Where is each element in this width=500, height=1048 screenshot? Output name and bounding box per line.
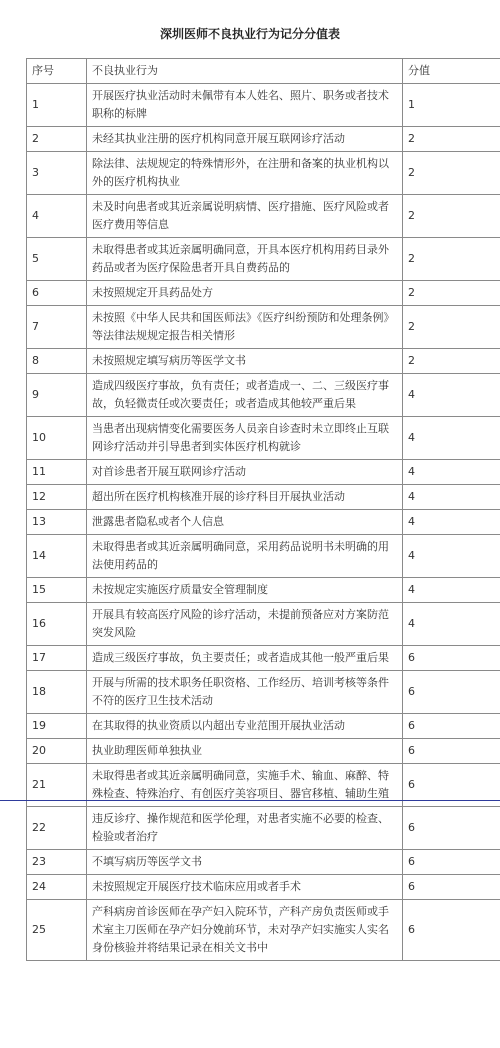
row-number-cell: 17	[27, 646, 87, 671]
row-score-cell: 2	[403, 238, 500, 281]
row-score-cell: 6	[403, 646, 500, 671]
row-score-cell: 4	[403, 535, 500, 578]
row-behavior-cell: 产科病房首诊医师在孕产妇入院环节，产科产房负责医师或手术室主刀医师在孕产妇分娩前环节，未对孕产妇实施实人实名身份核验并将结果记录在相关文书中	[87, 900, 403, 961]
row-behavior-cell: 在其取得的执业资质以内超出专业范围开展执业活动	[87, 714, 403, 739]
table-row	[27, 900, 500, 961]
row-behavior-cell: 未经其执业注册的医疗机构同意开展互联网诊疗活动	[87, 127, 403, 152]
row-behavior-cell: 未及时向患者或其近亲属说明病情、医疗措施、医疗风险或者医疗费用等信息	[87, 195, 403, 238]
row-behavior-cell: 未按照《中华人民共和国医师法》《医疗纠纷预防和处理条例》等法律法规规定报告相关情形	[87, 306, 403, 349]
table-row	[27, 374, 500, 417]
row-score-cell: 2	[403, 127, 500, 152]
table-row	[27, 195, 500, 238]
table-row	[27, 875, 500, 900]
row-behavior-cell: 开展医疗执业活动时未佩带有本人姓名、照片、职务或者技术职称的标牌	[87, 84, 403, 127]
row-behavior-cell: 造成三级医疗事故，负主要责任；或者造成其他一般严重后果	[87, 646, 403, 671]
table-row	[27, 671, 500, 714]
row-score-cell: 6	[403, 739, 500, 764]
row-score-cell: 4	[403, 485, 500, 510]
row-number-cell: 20	[27, 739, 87, 764]
row-behavior-cell: 开展具有较高医疗风险的诊疗活动，未提前预备应对方案防范突发风险	[87, 603, 403, 646]
table-row	[27, 460, 500, 485]
row-score-cell: 6	[403, 850, 500, 875]
row-behavior-cell: 除法律、法规规定的特殊情形外，在注册和备案的执业机构以外的医疗机构执业	[87, 152, 403, 195]
row-score-cell: 2	[403, 349, 500, 374]
header-score: 分值	[403, 59, 500, 84]
table-row	[27, 714, 500, 739]
table-row	[27, 485, 500, 510]
table-row	[27, 127, 500, 152]
row-score-cell: 2	[403, 195, 500, 238]
table-row	[27, 739, 500, 764]
table-row	[27, 578, 500, 603]
row-behavior-cell: 未按规定实施医疗质量安全管理制度	[87, 578, 403, 603]
row-behavior-cell: 对首诊患者开展互联网诊疗活动	[87, 460, 403, 485]
table-row	[27, 535, 500, 578]
row-score-cell: 4	[403, 460, 500, 485]
row-number-cell: 13	[27, 510, 87, 535]
row-score-cell: 2	[403, 281, 500, 306]
horizontal-guide-line	[0, 800, 500, 801]
table-row	[27, 238, 500, 281]
row-behavior-cell: 未按照规定开具药品处方	[87, 281, 403, 306]
table-header-row	[27, 59, 500, 84]
row-score-cell: 4	[403, 578, 500, 603]
row-behavior-cell: 当患者出现病情变化需要医务人员亲自诊查时未立即终止互联网诊疗活动并引导患者到实体医疗机构就诊	[87, 417, 403, 460]
table-row	[27, 349, 500, 374]
row-behavior-cell: 超出所在医疗机构核准开展的诊疗科目开展执业活动	[87, 485, 403, 510]
row-score-cell: 4	[403, 603, 500, 646]
table-row	[27, 281, 500, 306]
row-score-cell: 2	[403, 152, 500, 195]
row-behavior-cell: 不填写病历等医学文书	[87, 850, 403, 875]
row-behavior-cell: 未取得患者或其近亲属明确同意，实施手术、输血、麻醉、特殊检查、特殊治疗、有创医疗美容项目、器官移植、辅助生殖	[87, 764, 403, 807]
page-title: 深圳医师不良执业行为记分分值表	[159, 27, 340, 41]
row-number-cell: 14	[27, 535, 87, 578]
row-number-cell: 18	[27, 671, 87, 714]
row-behavior-cell: 未按照规定填写病历等医学文书	[87, 349, 403, 374]
score-table	[26, 58, 500, 961]
row-score-cell: 6	[403, 900, 500, 961]
table-row	[27, 807, 500, 850]
row-score-cell: 6	[403, 714, 500, 739]
row-number-cell: 23	[27, 850, 87, 875]
row-score-cell: 4	[403, 374, 500, 417]
table-row	[27, 417, 500, 460]
row-behavior-cell: 未取得患者或其近亲属明确同意，开具本医疗机构用药目录外药品或者为医疗保险患者开具自费药品的	[87, 238, 403, 281]
row-number-cell: 1	[27, 84, 87, 127]
row-behavior-cell: 未按照规定开展医疗技术临床应用或者手术	[87, 875, 403, 900]
row-behavior-cell: 开展与所需的技术职务任职资格、工作经历、培训考核等条件不符的医疗卫生技术活动	[87, 671, 403, 714]
row-number-cell: 19	[27, 714, 87, 739]
row-behavior-cell: 造成四级医疗事故，负有责任；或者造成一、二、三级医疗事故，负轻微责任或次要责任；或者造成其他较严重后果	[87, 374, 403, 417]
row-number-cell: 5	[27, 238, 87, 281]
row-score-cell: 6	[403, 764, 500, 807]
row-score-cell: 6	[403, 671, 500, 714]
row-number-cell: 2	[27, 127, 87, 152]
table-row	[27, 850, 500, 875]
row-number-cell: 24	[27, 875, 87, 900]
row-score-cell: 6	[403, 875, 500, 900]
row-score-cell: 4	[403, 510, 500, 535]
row-number-cell: 11	[27, 460, 87, 485]
row-number-cell: 3	[27, 152, 87, 195]
row-behavior-cell: 未取得患者或其近亲属明确同意，采用药品说明书未明确的用法使用药品的	[87, 535, 403, 578]
row-number-cell: 21	[27, 764, 87, 807]
header-behavior: 不良执业行为	[87, 59, 403, 84]
row-number-cell: 15	[27, 578, 87, 603]
table-row	[27, 603, 500, 646]
row-number-cell: 22	[27, 807, 87, 850]
row-number-cell: 7	[27, 306, 87, 349]
row-number-cell: 8	[27, 349, 87, 374]
row-number-cell: 10	[27, 417, 87, 460]
row-behavior-cell: 执业助理医师单独执业	[87, 739, 403, 764]
row-number-cell: 25	[27, 900, 87, 961]
row-score-cell: 2	[403, 306, 500, 349]
table-row	[27, 510, 500, 535]
row-number-cell: 4	[27, 195, 87, 238]
row-behavior-cell: 泄露患者隐私或者个人信息	[87, 510, 403, 535]
row-number-cell: 9	[27, 374, 87, 417]
row-number-cell: 12	[27, 485, 87, 510]
row-number-cell: 6	[27, 281, 87, 306]
table-row	[27, 306, 500, 349]
row-behavior-cell: 违反诊疗、操作规范和医学伦理，对患者实施不必要的检查、检验或者治疗	[87, 807, 403, 850]
row-score-cell: 4	[403, 417, 500, 460]
table-row	[27, 84, 500, 127]
row-score-cell: 1	[403, 84, 500, 127]
row-number-cell: 16	[27, 603, 87, 646]
table-row	[27, 646, 500, 671]
header-no: 序号	[27, 59, 87, 84]
row-score-cell: 6	[403, 807, 500, 850]
table-row	[27, 152, 500, 195]
